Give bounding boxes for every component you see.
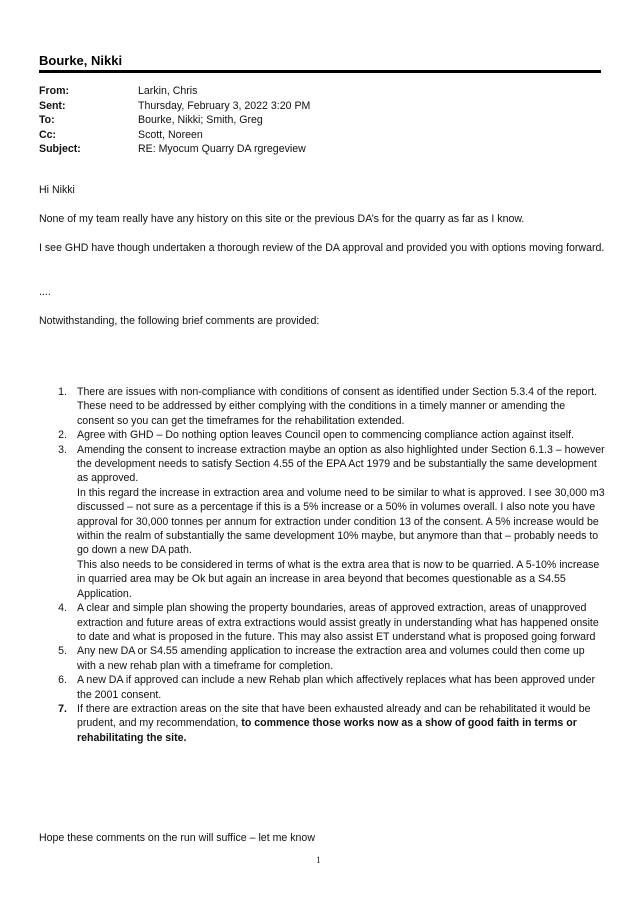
list-item [39,428,605,442]
list-item-text: Any new DA or S4.55 amending application to increase the extraction area and volumes could then come up with a new rehab plan with a timeframe for completion. [77,645,585,672]
header-label: Subject: [39,143,81,155]
list-number: 3. [58,443,67,456]
list-item-text [77,702,605,745]
list-number: 4. [58,602,67,615]
list-item-text: A new DA if approved can include a new Rehab plan which affectively replaces what has been approved under the 2001 consent. [77,674,596,701]
list-item-body [77,702,605,745]
list-number: 2. [58,429,67,442]
sender-name: Bourke, Nikki [39,53,123,68]
header-label: Cc: [39,128,57,141]
list-item-text: Amending the consent to increase extraction maybe an option as also highlighted under Section 6.1.3 – however the development needs to satisfy Section 4.55 of the EPA Act 1979 and be substantially the same development as approved. [77,443,605,485]
list-number: 7. [58,702,67,715]
body-paragraph: None of my team really have any history on this site or the previous DA’s for the quarry as far as I know. [39,213,525,225]
list-item-text: In this regard the increase in extraction area and volume need to be similar to what is approved. I see 30,000 m3 discussed – not sure as a percentage if this is a 5% increase or a 50% in volumes overall. I also note you have approval for 30,000 tonnes per annum for extraction under condition 13 of the consent. A 5% increase would be within the realm of substantially the same development 10% maybe, but anymore than that – probably needs to go down a new DA path. [77,486,605,557]
list-item [39,443,605,601]
header-label: Sent: [39,99,66,112]
header-label: From: [39,85,70,97]
body-paragraph: .... [39,286,51,298]
list-item-body [77,644,605,673]
header-to [39,113,310,128]
header-divider [39,70,601,73]
list-number: 1. [58,386,67,398]
list-item-text-bold: to commence those works now as a show of good faith in terms or rehabilitating the site. [77,717,577,744]
list-item-body [77,601,605,644]
list-item-body [77,428,605,442]
header-label: To: [39,114,55,126]
header-sent [39,99,310,114]
list-item-text-regular: If there are extraction areas on the site that have been exhausted already and can be rehabilitated it would be prudent, and my recommendation, [77,702,591,730]
page-number: 1 [316,855,321,865]
list-item [39,673,605,702]
list-item-text: These need to be addressed by either complying with the conditions in a timely manner or amending the consent so you can get the timeframes for the rehabilitation extended. [77,400,566,427]
list-item-body [77,385,605,428]
header-value: Larkin, Chris [138,85,198,97]
closing-line: Hope these comments on the run will suffice – let me know [39,832,315,844]
list-number: 6. [58,674,67,687]
body-paragraph: I see GHD have though undertaken a thorough review of the DA approval and provided you with options moving forward. [39,242,605,254]
list-item-body [77,673,605,702]
list-item-text: There are issues with non-compliance with conditions of consent as identified under Section 5.3.4 of the report. [77,386,597,398]
header-value: Thursday, February 3, 2022 3:20 PM [138,99,311,112]
header-subject [39,142,310,157]
list-item [39,385,605,428]
comments-list [39,385,605,745]
header-from [39,84,310,99]
header-value: RE: Myocum Quarry DA rgregeview [138,143,306,155]
header-value: Bourke, Nikki; Smith, Greg [138,114,263,126]
list-item-body [77,443,605,601]
body-paragraph: Notwithstanding, the following brief comments are provided: [39,315,320,327]
email-headers [39,84,310,157]
list-item-text: A clear and simple plan showing the property boundaries, areas of approved extraction, areas of unapproved extraction and future areas of extra extractions would assist greatly in understanding what has happened onsite to date and what is proposed in the future. This may also assist ET understand what is proposed going forward [77,602,599,643]
greeting: Hi Nikki [39,184,75,196]
list-number: 5. [58,645,67,658]
list-item [39,644,605,673]
list-item [39,702,605,745]
header-cc [39,128,310,143]
list-item-text: Agree with GHD – Do nothing option leaves Council open to commencing compliance action against itself. [77,429,575,442]
list-item-text: This also needs to be considered in terms of what is the extra area that is now to be quarried. A 5-10% increase in quarried area may be Ok but again an increase in area beyond that becomes questionable as a S4.55 Application. [77,558,600,600]
list-item [39,601,605,644]
header-value: Scott, Noreen [138,128,203,141]
